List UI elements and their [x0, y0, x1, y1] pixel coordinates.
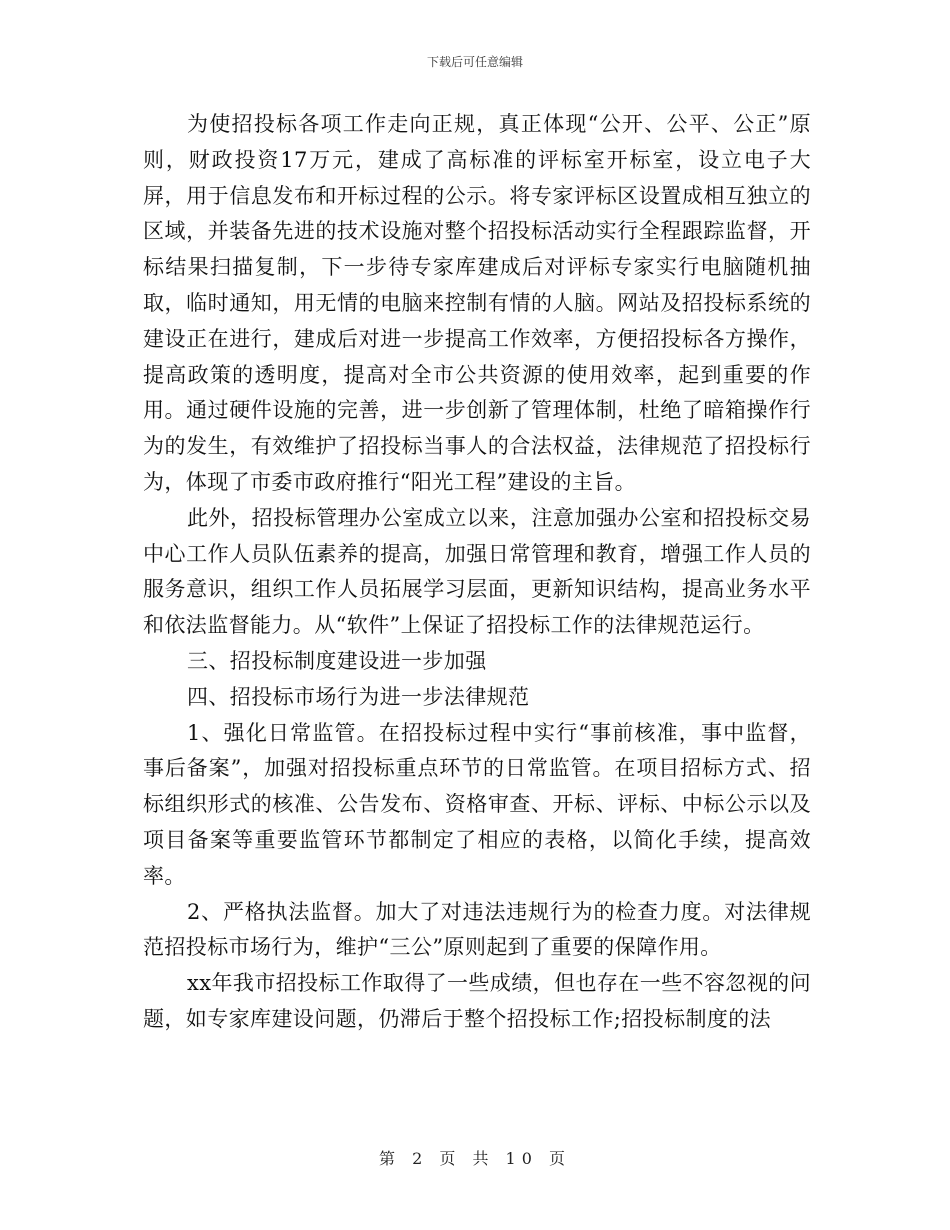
paragraph-hardware: 为使招投标各项工作走向正规，真正体现“公开、公平、公正”原则，财政投资17万元，建成了高标准的评标室开标室，设立电子大屏，用于信息发布和开标过程的公示。将专家评标区设置成相互独立的区域，并装备先进的技术设施对整个招投标活动实行全程跟踪监督，开标结果扫描复制，下一步待专家库建成后对评标专家实行电脑随机抽取，临时通知，用无情的电脑来控制有情的人脑。网站及招投标系统的建设正在进行，建成后对进一步提高工作效率，方便招投标各方操作，提高政策的透明度，提高对全市公共资源的使用效率，起到重要的作用。通过硬件设施的完善，进一步创新了管理体制，杜绝了暗箱操作行为的发生，有效维护了招投标当事人的合法权益，法律规范了招投标行为，体现了市委市政府推行“阳光工程”建设的主旨。	[143, 112, 811, 494]
paragraph-daily-supervision: 1、强化日常监管。在招投标过程中实行“事前核准，事中监督，事后备案”，加强对招投标重点环节的日常监管。在项目招标方式、招标组织形式的核准、公告发布、资格审查、开标、评标、中标公示以及项目备案等重要监管环节都制定了相应的表格，以简化手续，提高效率。	[143, 720, 811, 888]
document-body	[143, 107, 811, 1038]
paragraph-software: 此外，招投标管理办公室成立以来，注意加强办公室和招投标交易中心工作人员队伍素养的提高，加强日常管理和教育，增强工作人员的服务意识，组织工作人员拓展学习层面，更新知识结构，提高业务水平和依法监督能力。从“软件”上保证了招投标工作的法律规范运行。	[143, 505, 811, 638]
page-number: 第 2 页 共 10 页	[379, 1149, 571, 1168]
header-note: 下载后可任意编辑	[426, 55, 523, 69]
section-heading-three: 三、招投标制度建设进一步加强	[187, 648, 487, 673]
section-heading-four: 四、招投标市场行为进一步法律规范	[187, 684, 530, 709]
paragraph-law-enforcement: 2、严格执法监督。加大了对违法违规行为的检查力度。对法律规范招投标市场行为，维护“三公”原则起到了重要的保障作用。	[143, 899, 811, 960]
paragraph-problems: xx年我市招投标工作取得了一些成绩，但也存在一些不容忽视的问题，如专家库建设问题，仍滞后于整个招投标工作;招投标制度的法	[143, 971, 811, 1031]
